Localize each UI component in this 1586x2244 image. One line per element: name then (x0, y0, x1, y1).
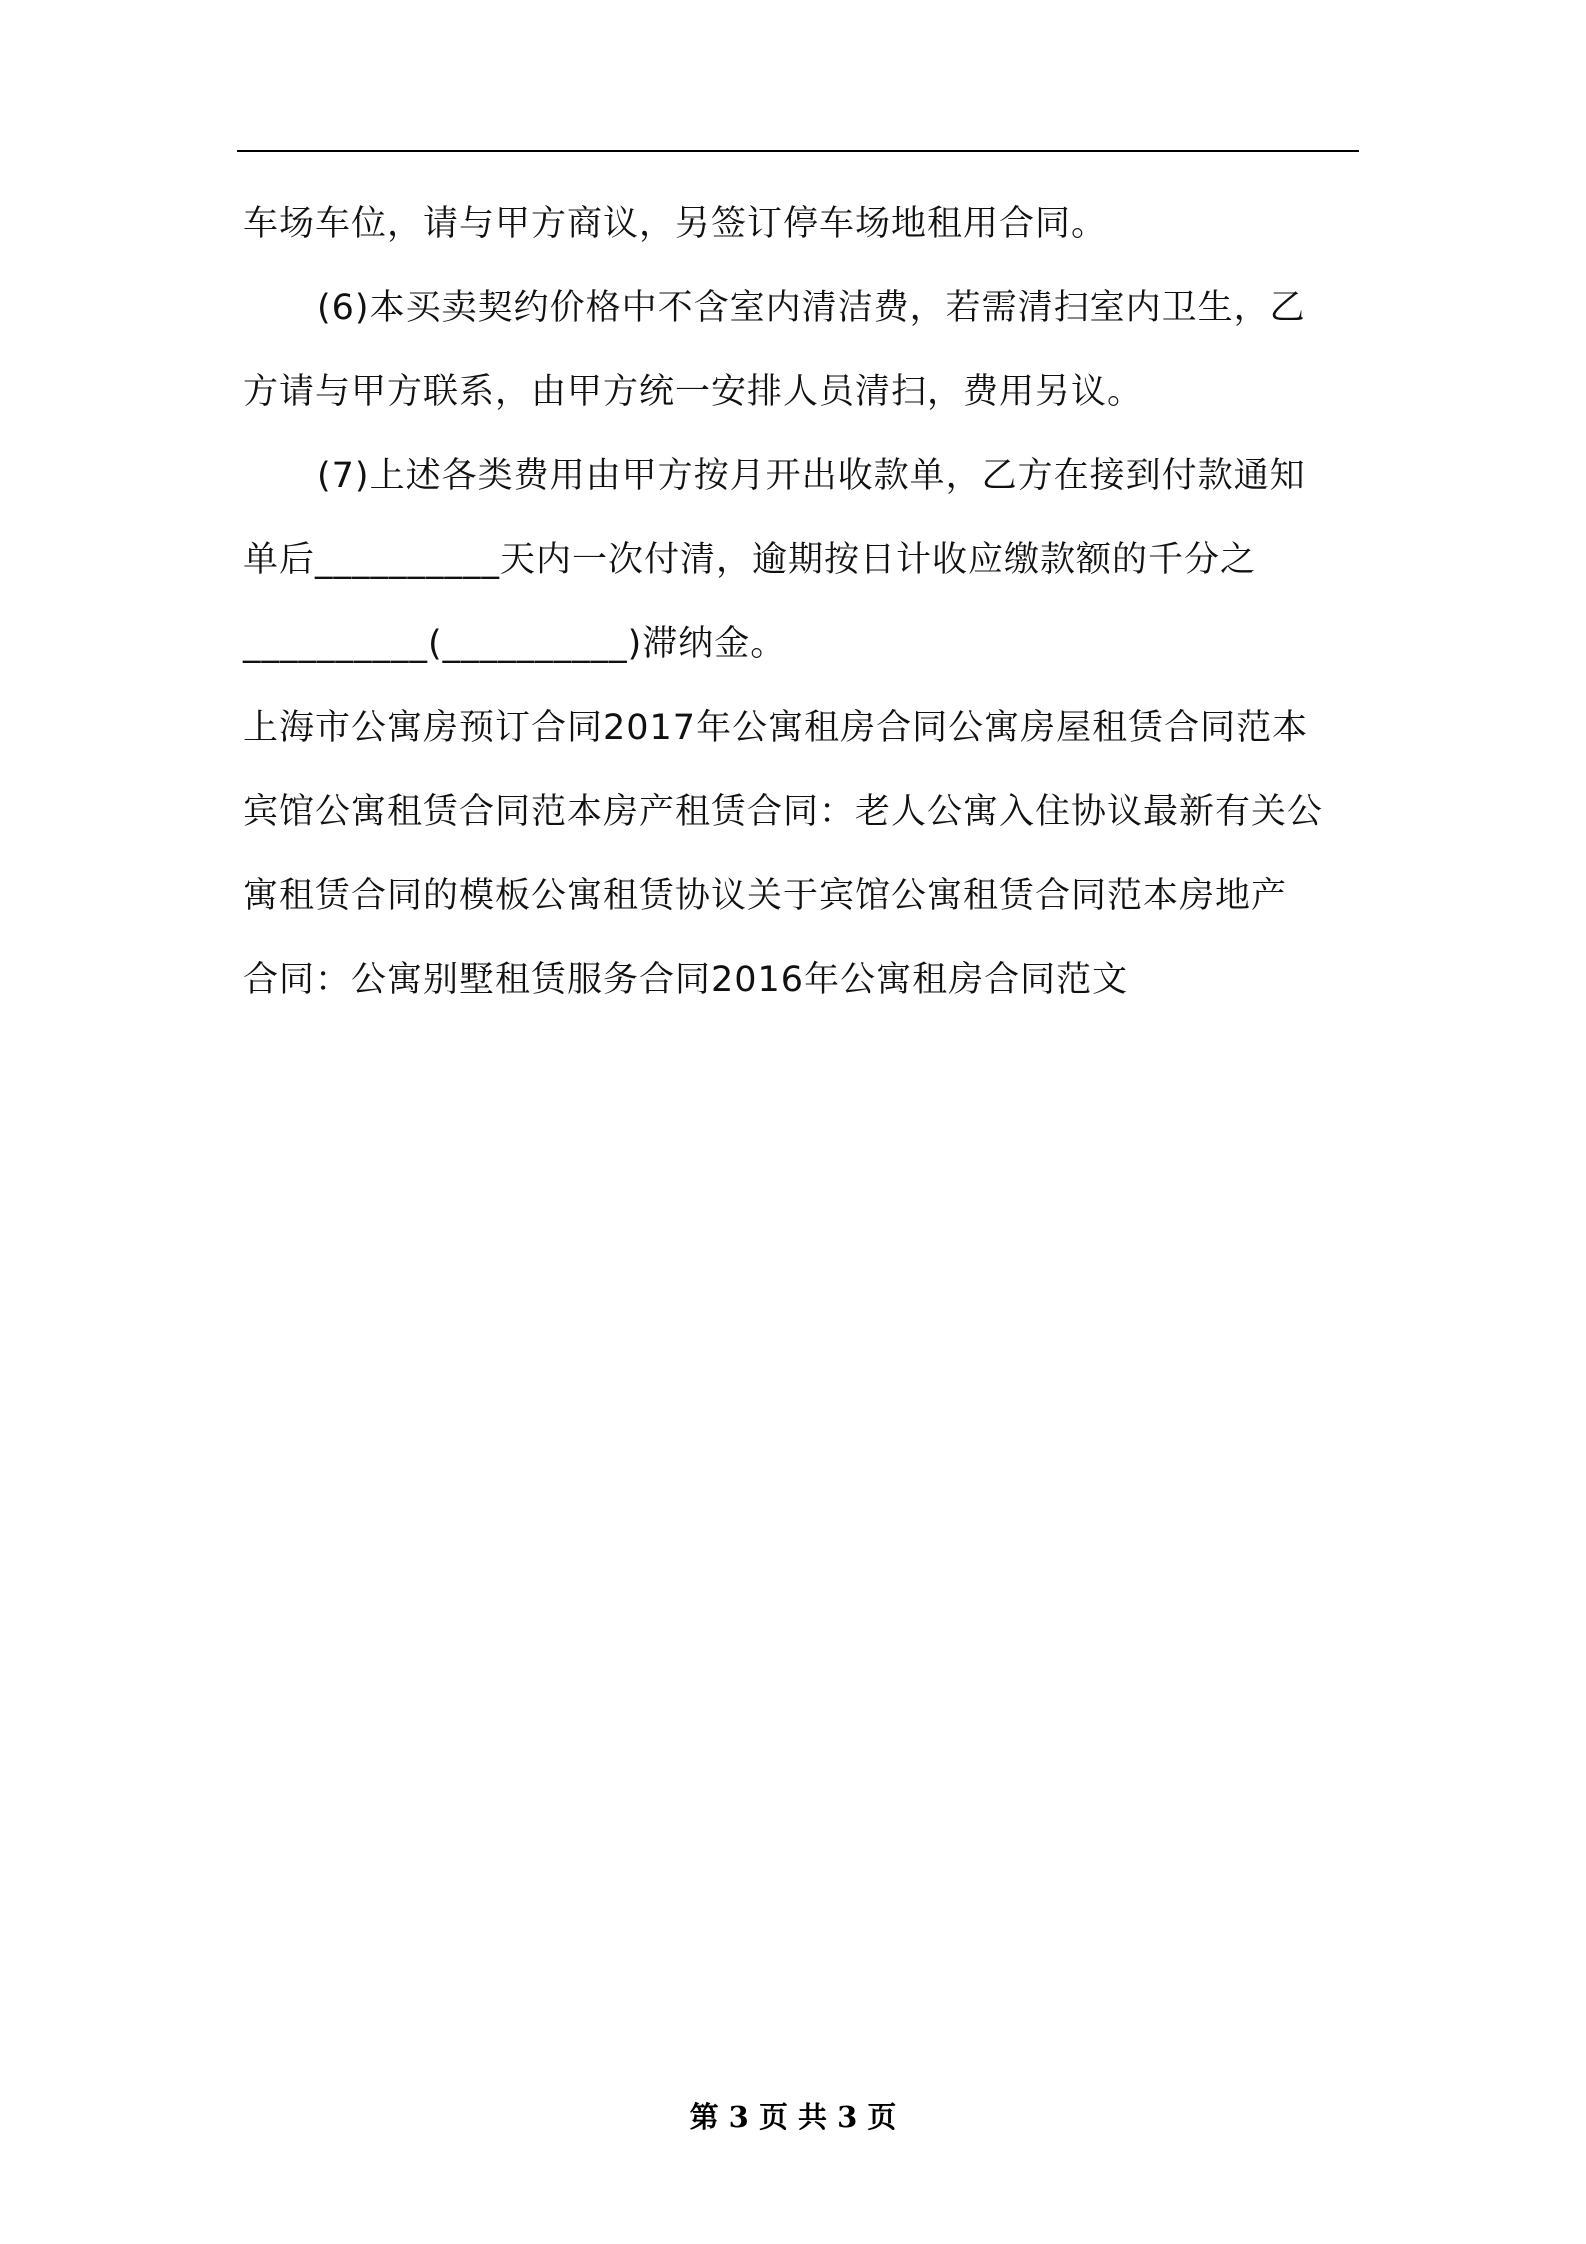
header-rule (237, 150, 1359, 152)
related-line: 合同：公寓别墅租赁服务合同2016年公寓租房合同范文 (243, 960, 1129, 1000)
body-line: 单后__________天内一次付清，逾期按日计收应缴款额的千分之 (243, 540, 1257, 580)
body-line: 方请与甲方联系，由甲方统一安排人员清扫，费用另议。 (243, 372, 1144, 412)
related-line: 上海市公寓房预订合同2017年公寓租房合同公寓房屋租赁合同范本 (243, 708, 1309, 748)
body-line: (6)本买卖契约价格中不含室内清洁费，若需清扫室内卫生，乙 (317, 288, 1306, 328)
related-line: 寓租赁合同的模板公寓租赁协议关于宾馆公寓租赁合同范本房地产 (243, 876, 1288, 916)
body-line: 车场车位，请与甲方商议，另签订停车场地租用合同。 (243, 204, 1108, 244)
body-line: __________(__________)滞纳金。 (243, 624, 787, 664)
related-line: 宾馆公寓租赁合同范本房产租赁合同：老人公寓入住协议最新有关公 (243, 792, 1324, 832)
body-line: (7)上述各类费用由甲方按月开出收款单，乙方在接到付款通知 (317, 456, 1306, 496)
document-body (243, 198, 1356, 1006)
page-number: 第 3 页 共 3 页 (689, 2100, 897, 2134)
